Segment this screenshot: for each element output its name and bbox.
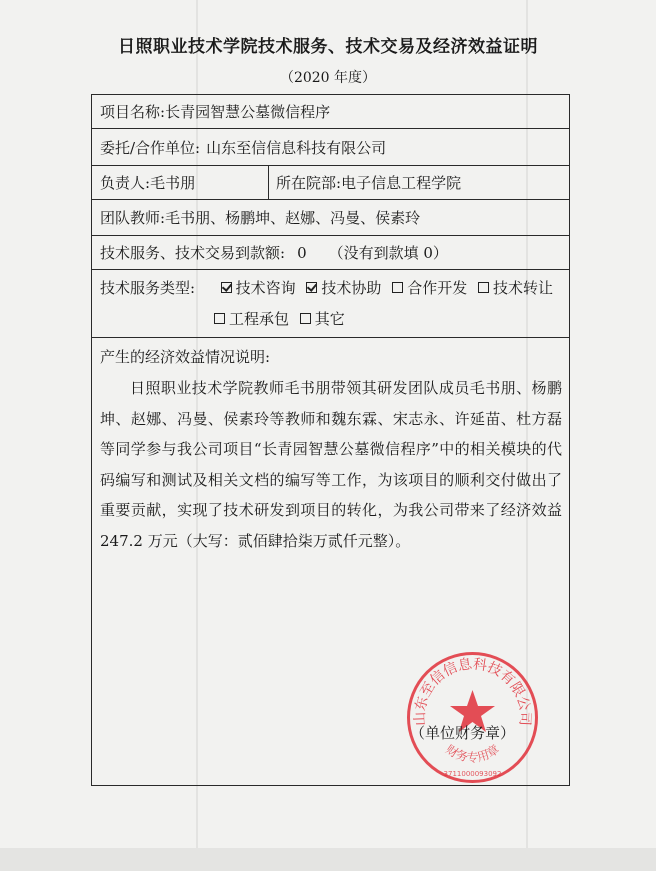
benefit-paragraph: 日照职业技术学院教师毛书朋带领其研发团队成员毛书朋、杨鹏坤、赵娜、冯曼、侯素玲等教师和魏东霖、宋志永、许延苗、杜方磊等同学参与我公司项目“长青园智慧公墓微信程序”中的相关模块的代码编写和测试及相关文档的编写等工作，为该项目的顺利交付做出了重要贡献，实现了技术研发到项目的转化，为我公司带来了经济效益 247.2 万元（大写：贰佰肆拾柒万贰仟元整）。 — [100, 379, 562, 550]
partner-row — [92, 129, 569, 166]
option-label: 合作开发 — [407, 279, 468, 297]
option-label: 技术转让 — [493, 279, 554, 297]
seal-code-text: 3711000093092 — [443, 770, 502, 778]
project-row — [92, 95, 569, 129]
option-cooperation — [386, 277, 467, 298]
scan-bottom-band — [0, 848, 656, 871]
option-assistance — [300, 277, 381, 298]
seal-inner-text: 财务专用章 — [443, 742, 502, 765]
lead-label: 负责人: — [100, 174, 151, 192]
team-label: 团队教师: — [100, 209, 166, 227]
option-label: 技术咨询 — [235, 279, 296, 297]
option-label: 技术协助 — [321, 279, 382, 297]
checkbox-empty-icon — [214, 313, 225, 324]
checkbox-checked-icon — [306, 282, 317, 293]
amount-value: 0 — [297, 243, 307, 262]
amount-label: 技术服务、技术交易到款额: — [100, 244, 286, 262]
service-type-label: 技术服务类型: — [100, 279, 196, 297]
option-other — [294, 308, 345, 329]
option-consulting — [215, 277, 296, 298]
team-row — [92, 200, 569, 236]
checkbox-empty-icon — [300, 313, 311, 324]
checkbox-checked-icon — [221, 282, 232, 293]
partner-label: 委托/合作单位: — [100, 138, 201, 157]
amount-note: （没有到款填 0） — [328, 244, 448, 262]
option-transfer — [472, 277, 553, 298]
document-title: 日照职业技术学院技术服务、技术交易及经济效益证明 — [118, 37, 538, 57]
team-value: 毛书朋、杨鹏坤、赵娜、冯曼、侯素玲 — [165, 209, 421, 227]
lead-value: 毛书朋 — [150, 174, 196, 192]
option-label: 工程承包 — [229, 310, 290, 328]
checkbox-empty-icon — [478, 282, 489, 293]
checkbox-empty-icon — [392, 282, 403, 293]
service-type-row — [92, 270, 569, 338]
company-seal — [405, 650, 540, 785]
dept-label: 所在院部: — [276, 174, 342, 192]
svg-text:财务专用章 — [443, 741, 502, 764]
benefit-label: 产生的经济效益情况说明: — [100, 348, 271, 366]
lead-row — [92, 166, 569, 200]
project-value: 长青园智慧公墓微信程序 — [165, 103, 331, 121]
partner-value: 山东至信信息科技有限公司 — [206, 138, 387, 157]
seal-ring-text: 山东至信信息科技有限公司 — [412, 656, 533, 727]
project-label: 项目名称: — [100, 103, 166, 121]
dept-value: 电子信息工程学院 — [341, 174, 462, 192]
option-label: 其它 — [314, 310, 345, 328]
document-year: （2020 年度） — [279, 70, 377, 86]
amount-row — [92, 236, 569, 270]
option-engineering — [208, 308, 289, 329]
seal-caption: （单位财务章） — [410, 724, 516, 742]
